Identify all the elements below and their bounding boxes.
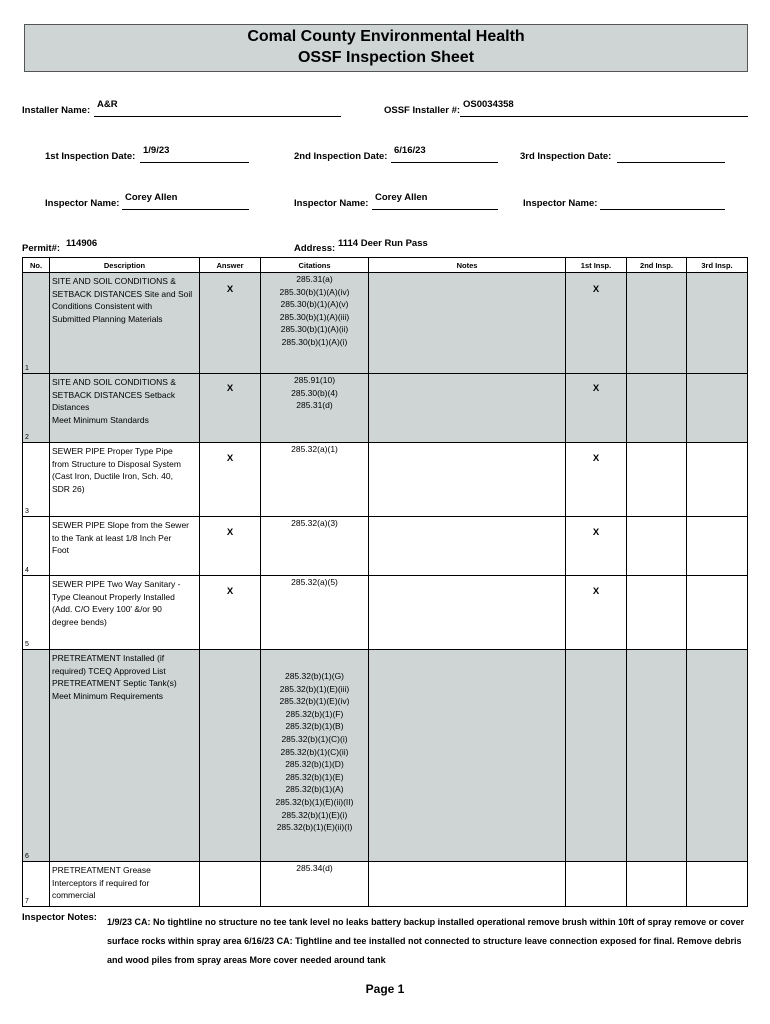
row-3rd-insp — [687, 374, 748, 443]
table-row — [23, 374, 748, 443]
row-2nd-insp — [627, 374, 687, 443]
inspector-name-3-label: Inspector Name: — [523, 198, 598, 209]
row-description: SEWER PIPE Two Way Sanitary - Type Cleanout Properly Installed (Add. C/O Every 100' &/or 90 degree bends) — [50, 576, 200, 650]
row-answer: X — [200, 273, 261, 374]
row-number: 4 — [23, 517, 50, 576]
row-number: 7 — [23, 862, 50, 907]
row-number: 5 — [23, 576, 50, 650]
installer-name-label: Installer Name: — [22, 105, 91, 116]
header-3rd-insp: 3rd Insp. — [687, 258, 748, 273]
first-inspection-date-value: 1/9/23 — [143, 145, 170, 156]
inspector-name-2-line — [372, 209, 498, 210]
row-citations: 285.32(a)(5) — [261, 576, 369, 650]
row-1st-insp: X — [566, 273, 627, 374]
row-3rd-insp — [687, 273, 748, 374]
row-description: SEWER PIPE Slope from the Sewer to the Tank at least 1/8 Inch Per Foot — [50, 517, 200, 576]
row-2nd-insp — [627, 273, 687, 374]
table-row — [23, 517, 748, 576]
row-description: PRETREATMENT Installed (if required) TCEQ Approved List PRETREATMENT Septic Tank(s) Meet Minimum Requirements — [50, 650, 200, 862]
row-number: 6 — [23, 650, 50, 862]
table-row — [23, 862, 748, 907]
row-description: SITE AND SOIL CONDITIONS & SETBACK DISTANCES Site and Soil Conditions Consistent with Submitted Planning Materials — [50, 273, 200, 374]
installer-name-value: A&R — [97, 99, 118, 110]
second-inspection-date-value: 6/16/23 — [394, 145, 426, 156]
third-inspection-date-line — [617, 162, 725, 163]
header-citations: Citations — [261, 258, 369, 273]
row-answer: X — [200, 517, 261, 576]
row-3rd-insp — [687, 517, 748, 576]
row-1st-insp: X — [566, 443, 627, 517]
row-2nd-insp — [627, 443, 687, 517]
inspector-notes-text: 1/9/23 CA: No tightline no structure no tee tank level no leaks battery backup installed operational remove brush within 10ft of spray remove or cover surface rocks within spray area 6/16/23 CA: Tightline and tee installed not connected to structure leave connection exposed for final. Remove debris and wood piles from spray areas More cover needed around tank — [107, 917, 745, 965]
row-2nd-insp — [627, 576, 687, 650]
inspector-name-1-value: Corey Allen — [125, 192, 178, 203]
row-1st-insp — [566, 650, 627, 862]
permit-value: 114906 — [66, 238, 98, 249]
first-inspection-date-label: 1st Inspection Date: — [45, 151, 136, 162]
row-notes — [369, 443, 566, 517]
row-notes — [369, 273, 566, 374]
row-citations: 285.32(a)(3) — [261, 517, 369, 576]
row-1st-insp: X — [566, 374, 627, 443]
row-3rd-insp — [687, 443, 748, 517]
header-1st-insp: 1st Insp. — [566, 258, 627, 273]
installer-number-label: OSSF Installer #: — [384, 105, 461, 116]
row-notes — [369, 374, 566, 443]
row-citations: 285.32(b)(1)(G) 285.32(b)(1)(E)(iii) 285.32(b)(1)(E)(iv) 285.32(b)(1)(F) 285.32(b)(1)(B) 285.32(b)(1)(C)(i) 285.32(b)(1)(C)(ii) 285.32(b)(1)(D) 285.32(b)(1)(E) 285.32(b)(1)(A) 285.32(b)(1)(E)(ii)(II) 285.32(b)(1)(E)(i) 285.32(b)(1)(E)(ii)(I) — [261, 650, 369, 862]
row-1st-insp: X — [566, 576, 627, 650]
row-answer: X — [200, 443, 261, 517]
address-value: 1114 Deer Run Pass — [338, 238, 428, 249]
inspector-notes-label: Inspector Notes: — [22, 912, 97, 923]
inspection-table — [22, 257, 748, 907]
row-1st-insp: X — [566, 517, 627, 576]
installer-number-value: OS0034358 — [463, 99, 514, 110]
row-citations: 285.34(d) — [261, 862, 369, 907]
second-inspection-date-label: 2nd Inspection Date: — [294, 151, 388, 162]
row-description: SEWER PIPE Proper Type Pipe from Structure to Disposal System (Cast Iron, Ductile Iron, Sch. 40, SDR 26) — [50, 443, 200, 517]
row-2nd-insp — [627, 517, 687, 576]
inspector-name-3-line — [600, 209, 725, 210]
row-3rd-insp — [687, 650, 748, 862]
row-3rd-insp — [687, 576, 748, 650]
row-notes — [369, 576, 566, 650]
header-answer: Answer — [200, 258, 261, 273]
address-label: Address: — [294, 243, 336, 254]
table-row — [23, 650, 748, 862]
inspector-name-1-label: Inspector Name: — [45, 198, 120, 209]
row-notes — [369, 862, 566, 907]
third-inspection-date-label: 3rd Inspection Date: — [520, 151, 612, 162]
table-row — [23, 443, 748, 517]
header-description: Description — [50, 258, 200, 273]
row-answer — [200, 862, 261, 907]
inspector-name-2-label: Inspector Name: — [294, 198, 369, 209]
first-inspection-date-line — [140, 162, 249, 163]
row-number: 3 — [23, 443, 50, 517]
row-2nd-insp — [627, 650, 687, 862]
table-row — [23, 273, 748, 374]
row-number: 1 — [23, 273, 50, 374]
table-header-row — [23, 258, 748, 273]
header-2nd-insp: 2nd Insp. — [627, 258, 687, 273]
row-notes — [369, 650, 566, 862]
row-number: 2 — [23, 374, 50, 443]
row-3rd-insp — [687, 862, 748, 907]
form-title-line1: Comal County Environmental Health — [247, 28, 525, 45]
row-citations: 285.32(a)(1) — [261, 443, 369, 517]
row-answer — [200, 650, 261, 862]
table-row — [23, 576, 748, 650]
row-citations: 285.31(a) 285.30(b)(1)(A)(iv) 285.30(b)(1)(A)(v) 285.30(b)(1)(A)(iii) 285.30(b)(1)(A)(ii) 285.30(b)(1)(A)(i) — [261, 273, 369, 374]
form-title-line2: OSSF Inspection Sheet — [297, 49, 475, 66]
row-description: SITE AND SOIL CONDITIONS & SETBACK DISTANCES Setback Distances Meet Minimum Standards — [50, 374, 200, 443]
second-inspection-date-line — [391, 162, 498, 163]
row-description: PRETREATMENT Grease Interceptors if required for commercial — [50, 862, 200, 907]
row-2nd-insp — [627, 862, 687, 907]
row-answer: X — [200, 374, 261, 443]
inspector-name-2-value: Corey Allen — [375, 192, 428, 203]
header-no: No. — [23, 258, 50, 273]
installer-number-line — [460, 116, 748, 117]
header-notes: Notes — [369, 258, 566, 273]
permit-label: Permit#: — [22, 243, 61, 254]
inspector-name-1-line — [122, 209, 249, 210]
installer-name-line — [94, 116, 341, 117]
form-title-box — [24, 24, 748, 72]
row-citations: 285.91(10) 285.30(b)(4) 285.31(d) — [261, 374, 369, 443]
row-notes — [369, 517, 566, 576]
row-1st-insp — [566, 862, 627, 907]
row-answer: X — [200, 576, 261, 650]
page-number: Page 1 — [365, 982, 405, 996]
